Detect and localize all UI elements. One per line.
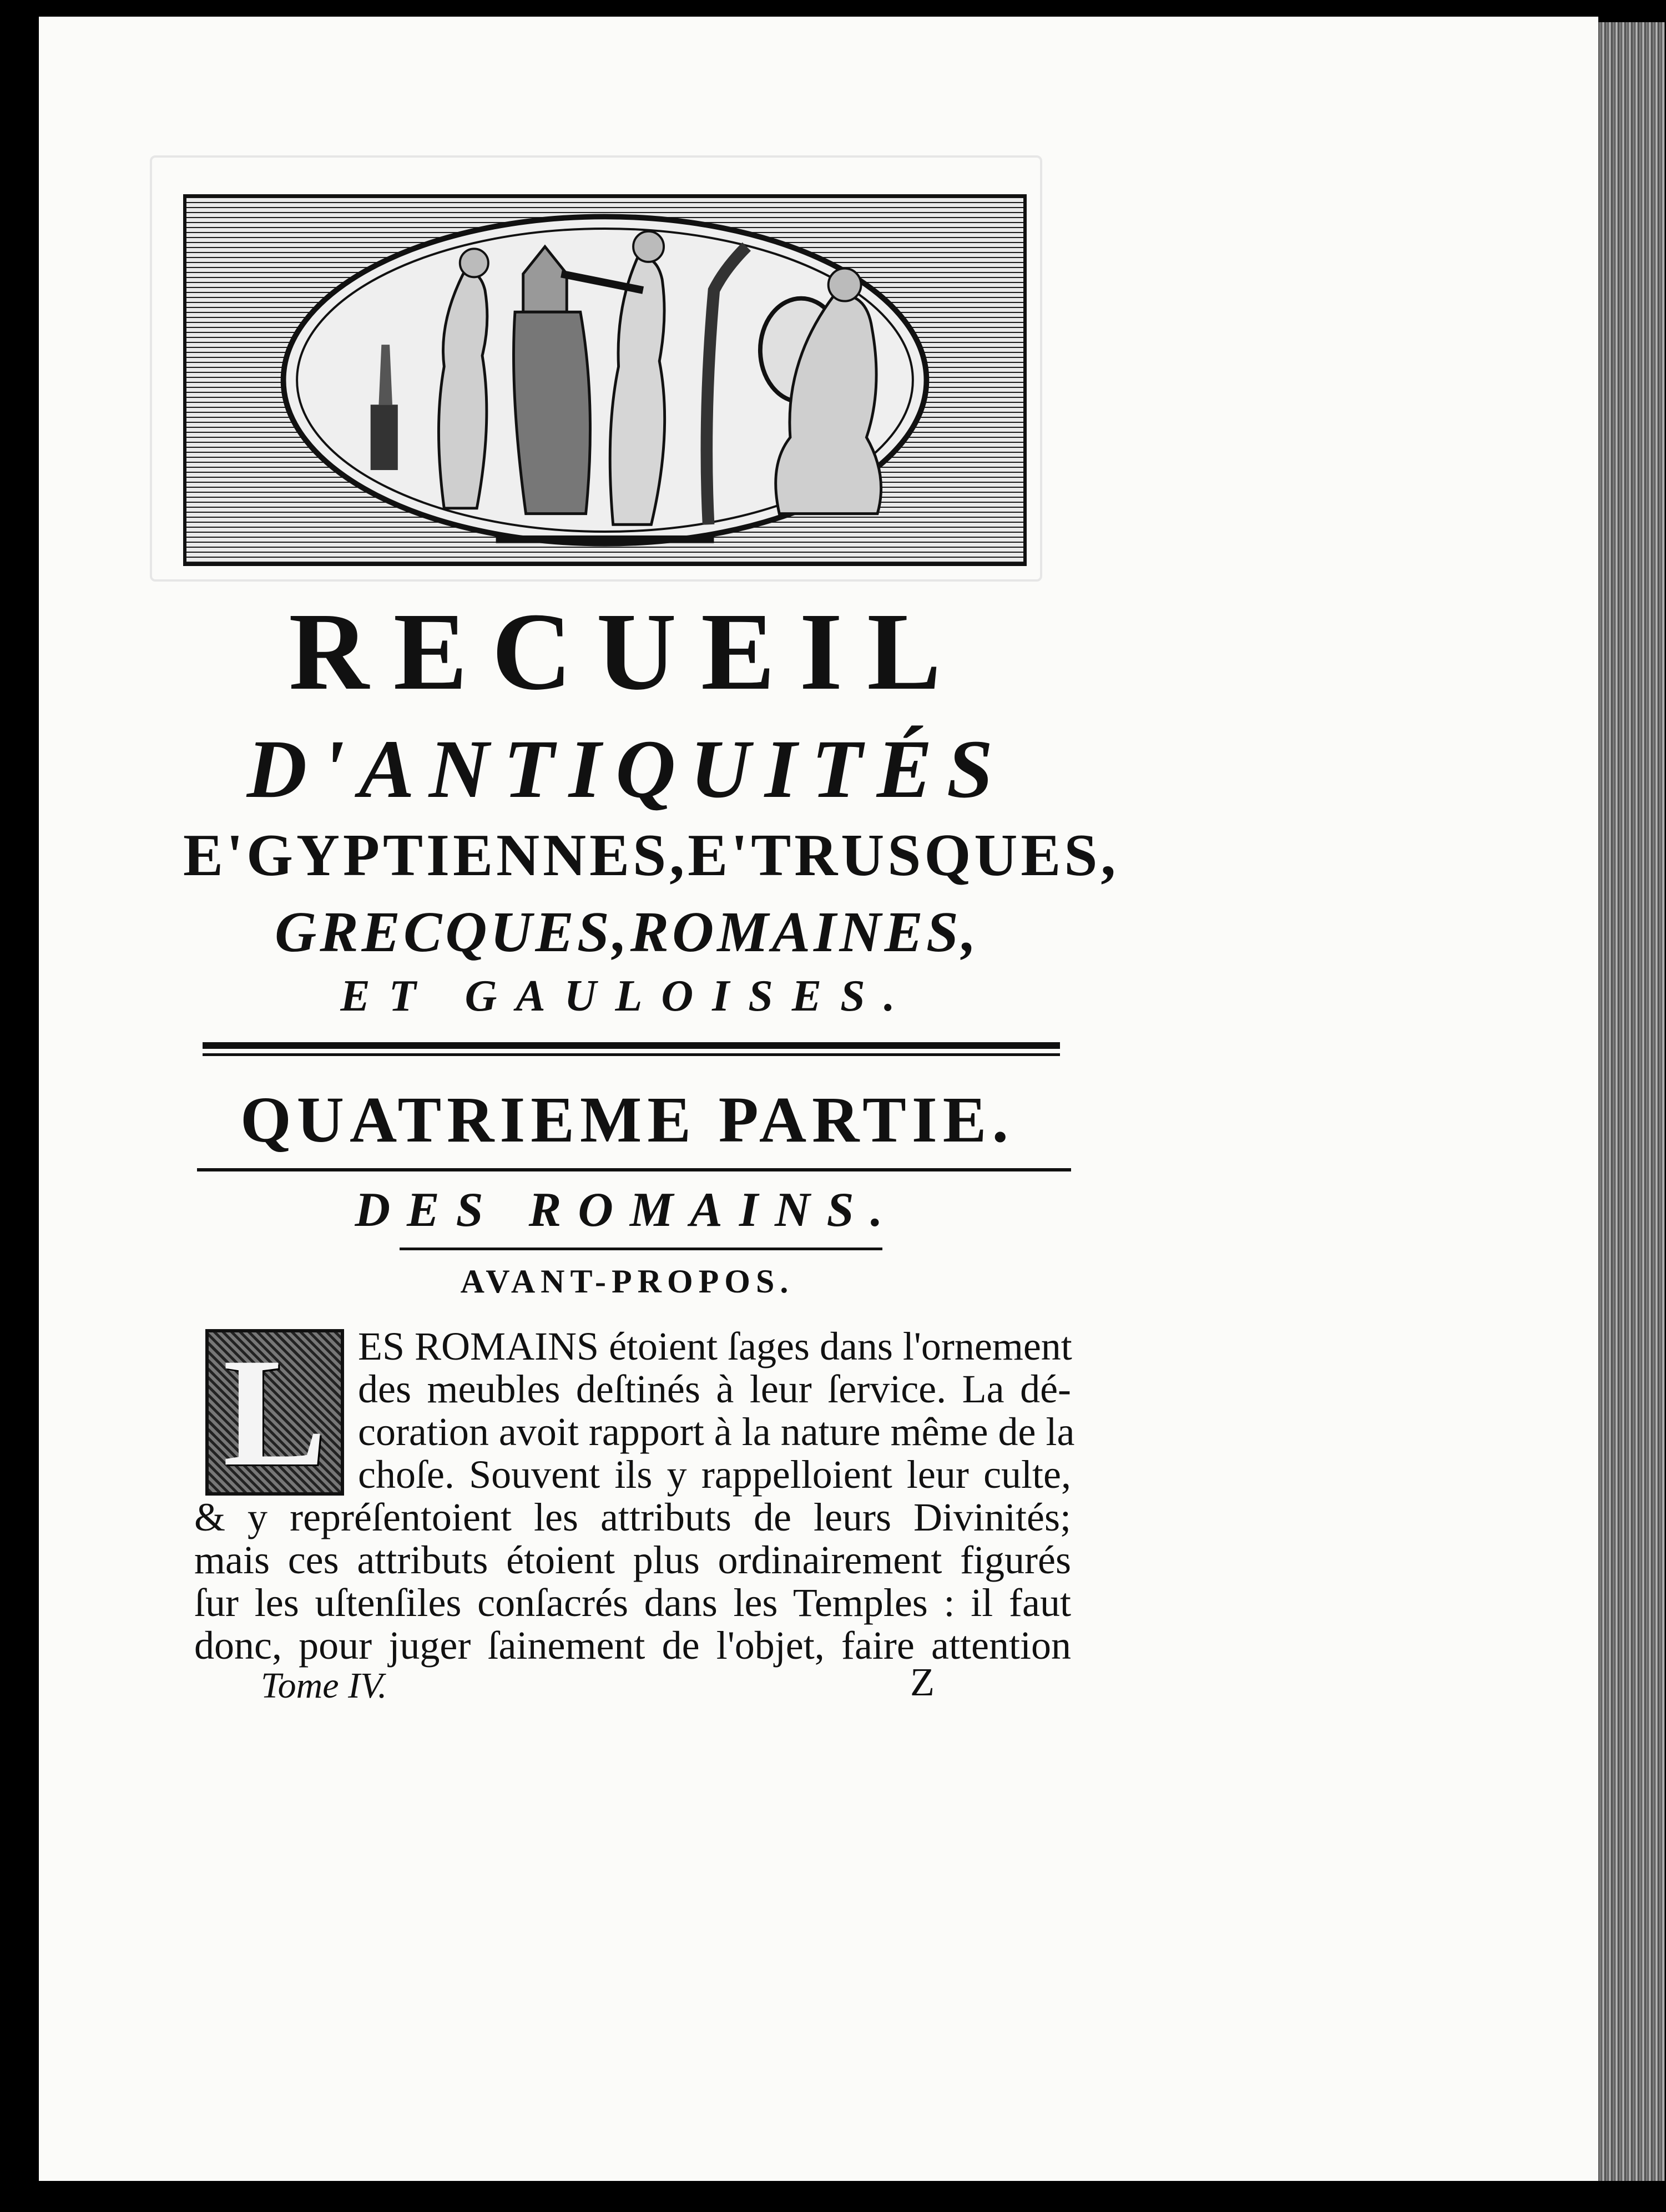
drop-cap-letter: L xyxy=(223,1326,327,1498)
rock-column xyxy=(514,312,590,513)
body-line-7: ſur les uſtenſiles conſacrés dans les Temples : il faut xyxy=(194,1580,1071,1625)
vignette-engraving xyxy=(183,194,1027,566)
body-line-5: & y repréſentoient les attributs de leurs Divinités; xyxy=(194,1495,1071,1539)
ground-line xyxy=(496,536,714,543)
body-line-2: des meubles deſtinés à leur ſervice. La dé- xyxy=(358,1367,1071,1411)
body-line-8: donc, pour juger ſainement de l'objet, faire attention xyxy=(194,1623,1071,1668)
title-main: RECUEIL xyxy=(289,590,966,713)
title-subtitle-4: ET GAULOISES. xyxy=(340,972,914,1021)
double-rule-thick xyxy=(203,1042,1060,1049)
title-subtitle-1: D'ANTIQUITÉS xyxy=(246,723,1008,815)
preface-heading: AVANT-PROPOS. xyxy=(460,1263,794,1300)
title-subtitle-3: GRECQUES,ROMAINES, xyxy=(275,900,980,964)
body-line-4: choſe. Souvent ils y rappelloient leur culte, xyxy=(358,1452,1071,1497)
body-line-3: coration avoit rapport à la nature même de la xyxy=(358,1410,1075,1454)
section-title: DES ROMAINS. xyxy=(355,1183,900,1237)
ornamental-drop-cap xyxy=(205,1326,344,1498)
section-rule xyxy=(400,1248,882,1250)
part-rule xyxy=(197,1168,1071,1171)
footer-signature-mark: Z xyxy=(910,1660,935,1704)
page-edge xyxy=(1598,22,1665,2181)
footer-volume: Tome IV. xyxy=(261,1665,387,1706)
part-title: QUATRIEME PARTIE. xyxy=(240,1083,1014,1156)
body-line-6: mais ces attributs étoient plus ordinairement figurés xyxy=(194,1538,1071,1582)
pedestal xyxy=(371,405,398,470)
classical-relief-engraving-icon xyxy=(186,198,1023,563)
body-line-1: ES ROMAINS étoient ſages dans l'ornement xyxy=(358,1324,1072,1368)
double-rule-thin xyxy=(203,1053,1060,1056)
title-subtitle-2: E'GYPTIENNES,E'TRUSQUES, xyxy=(183,822,1119,888)
